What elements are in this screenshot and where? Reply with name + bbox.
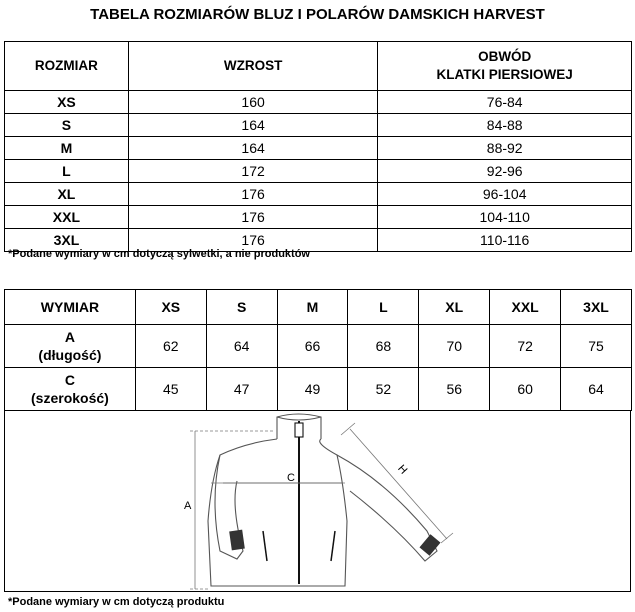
header-size: XXL <box>490 290 561 325</box>
product-measurement-note: *Podane wymiary w cm dotyczą produktu <box>8 596 225 608</box>
value-cell: 68 <box>348 325 419 368</box>
body-size-table <box>4 41 632 252</box>
size-cell: 3XL <box>5 229 129 252</box>
height-cell: 176 <box>128 229 378 252</box>
table-header-row <box>5 42 632 91</box>
header-chest-line1: OBWÓD <box>478 49 532 64</box>
height-cell: 176 <box>128 183 378 206</box>
dimension-description: (szerokość) <box>31 390 109 406</box>
value-cell: 56 <box>419 368 490 411</box>
value-cell: 75 <box>561 325 632 368</box>
dimension-letter: A <box>64 329 75 345</box>
page-title: TABELA ROZMIARÓW BLUZ I POLARÓW DAMSKICH HARVEST <box>90 6 545 23</box>
chest-cell: 88-92 <box>378 137 632 160</box>
header-size: S <box>206 290 277 325</box>
value-cell: 64 <box>561 368 632 411</box>
table-header-row <box>5 290 632 325</box>
diagram-label-h: H <box>395 462 410 477</box>
table-row <box>5 160 632 183</box>
value-cell: 47 <box>206 368 277 411</box>
size-cell: L <box>5 160 129 183</box>
header-size: 3XL <box>561 290 632 325</box>
chest-cell: 92-96 <box>378 160 632 183</box>
value-cell: 52 <box>348 368 419 411</box>
chest-cell: 104-110 <box>378 206 632 229</box>
size-cell: XXL <box>5 206 129 229</box>
table-row <box>5 368 632 411</box>
height-cell: 164 <box>128 137 378 160</box>
diagram-label-c: C <box>287 472 295 484</box>
header-size: L <box>348 290 419 325</box>
header-size: XS <box>135 290 206 325</box>
height-cell: 160 <box>128 91 378 114</box>
measurement-a-line <box>190 431 275 589</box>
height-cell: 164 <box>128 114 378 137</box>
jacket-diagram <box>5 411 632 592</box>
header-dimension: WYMIAR <box>5 290 136 325</box>
header-size: M <box>277 290 348 325</box>
jacket-body <box>208 439 347 586</box>
value-cell: 49 <box>277 368 348 411</box>
dimension-label-length <box>5 325 136 368</box>
height-cell: 172 <box>128 160 378 183</box>
chest-cell: 84-88 <box>378 114 632 137</box>
size-cell: M <box>5 137 129 160</box>
chest-cell: 76-84 <box>378 91 632 114</box>
size-cell: S <box>5 114 129 137</box>
size-cell: XL <box>5 183 129 206</box>
table-row <box>5 91 632 114</box>
header-chest-line2: KLATKI PIERSIOWEJ <box>436 67 573 82</box>
table-row <box>5 183 632 206</box>
value-cell: 60 <box>490 368 561 411</box>
chest-cell: 96-104 <box>378 183 632 206</box>
table-row <box>5 114 632 137</box>
header-chest <box>378 42 632 91</box>
value-cell: 66 <box>277 325 348 368</box>
value-cell: 70 <box>419 325 490 368</box>
product-dimension-table <box>4 289 632 411</box>
diagram-label-a: A <box>184 500 192 512</box>
measurement-h-line <box>341 423 453 543</box>
size-cell: XS <box>5 91 129 114</box>
height-cell: 176 <box>128 206 378 229</box>
body-measurement-note: *Podane wymiary w cm dotyczą sylwetki, a nie produktów <box>8 248 310 260</box>
value-cell: 64 <box>206 325 277 368</box>
jacket-diagram-box <box>4 411 631 592</box>
value-cell: 62 <box>135 325 206 368</box>
header-height: WZROST <box>128 42 378 91</box>
dimension-letter: C <box>64 372 75 388</box>
header-size: ROZMIAR <box>5 42 129 91</box>
value-cell: 45 <box>135 368 206 411</box>
header-size: XL <box>419 290 490 325</box>
chest-cell: 110-116 <box>378 229 632 252</box>
table-row <box>5 206 632 229</box>
dimension-description: (długość) <box>38 347 102 363</box>
table-row <box>5 137 632 160</box>
dimension-label-width <box>5 368 136 411</box>
value-cell: 72 <box>490 325 561 368</box>
table-row <box>5 325 632 368</box>
